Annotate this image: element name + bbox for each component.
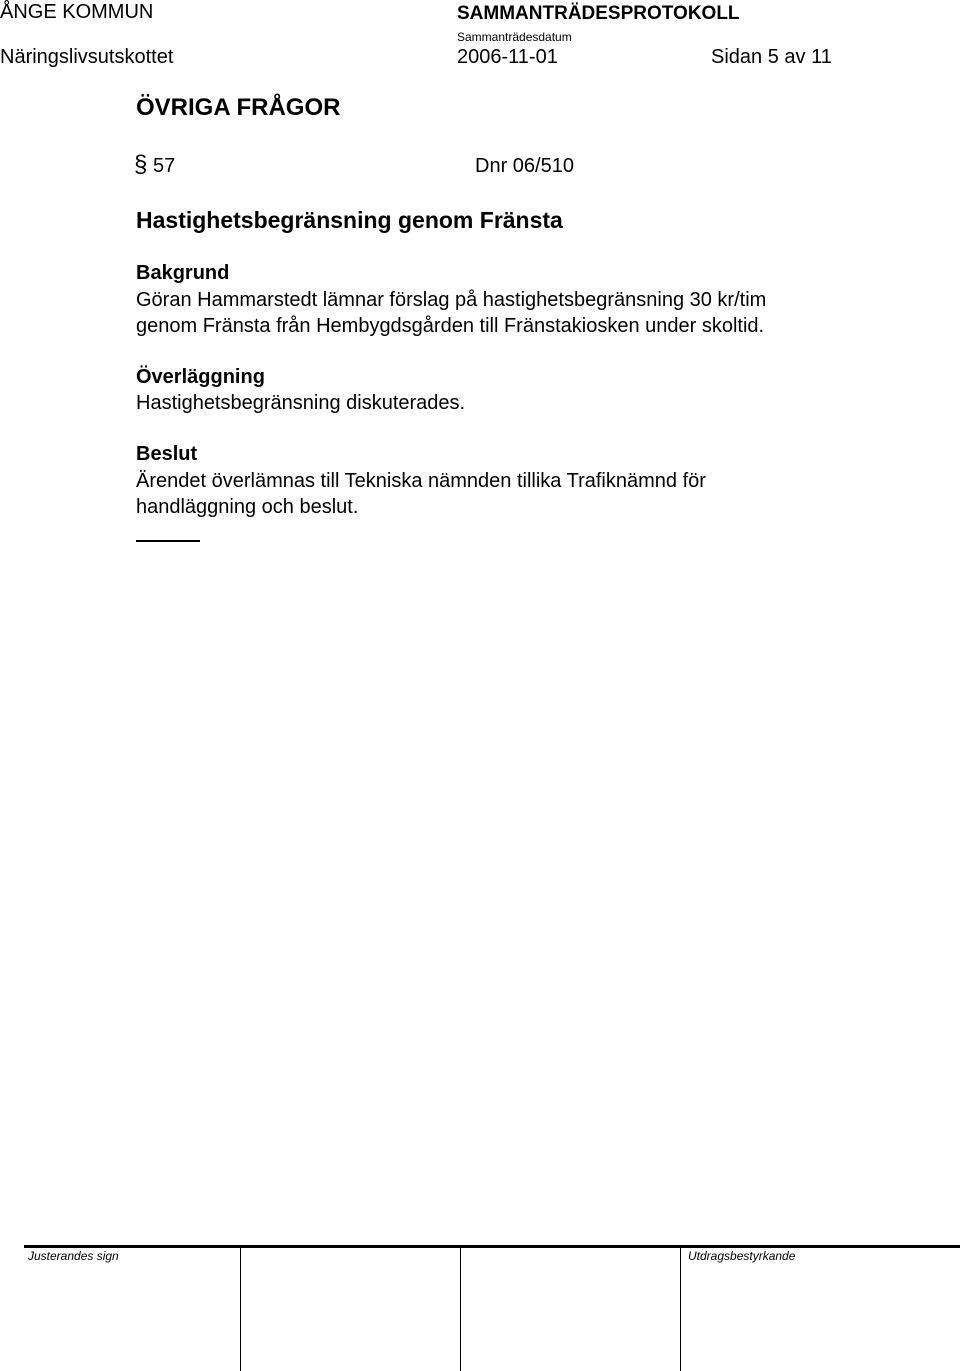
overlaggning-text: Hastighetsbegränsning diskuterades. — [136, 392, 466, 414]
bakgrund-heading: Bakgrund — [136, 262, 230, 284]
bakgrund-text-line: Göran Hammarstedt lämnar förslag på hastighetsbegränsning 30 kr/tim — [136, 289, 767, 311]
signature-box-divider — [680, 1248, 681, 1371]
sign-label: Justerandes sign — [28, 1249, 119, 1263]
document-type: SAMMANTRÄDESPROTOKOLL — [457, 3, 740, 24]
meeting-date: 2006-11-01 — [457, 46, 558, 68]
section-symbol: § — [134, 151, 148, 178]
item-title: Hastighetsbegränsning genom Fränsta — [136, 207, 563, 233]
beslut-text-line: Ärendet överlämnas till Tekniska nämnden tillika Trafiknämnd för — [136, 470, 706, 492]
date-label: Sammanträdesdatum — [457, 30, 572, 44]
end-rule — [136, 540, 200, 542]
organization-name: ÅNGE KOMMUN — [0, 1, 154, 23]
page-number: Sidan 5 av 11 — [711, 46, 832, 68]
bakgrund-text-line: genom Fränsta från Hembygdsgården till Fränstakiosken under skoltid. — [136, 315, 765, 337]
committee-name: Näringslivsutskottet — [0, 46, 174, 68]
footer-rule — [24, 1245, 960, 1248]
section-number: 57 — [153, 155, 176, 177]
beslut-text-line: handläggning och beslut. — [136, 496, 359, 518]
signature-box-divider — [460, 1248, 461, 1371]
diary-number: Dnr 06/510 — [475, 155, 574, 177]
extract-label: Utdragsbestyrkande — [688, 1249, 796, 1263]
overlaggning-heading: Överläggning — [136, 366, 265, 388]
beslut-heading: Beslut — [136, 443, 198, 465]
signature-box-divider — [240, 1248, 241, 1371]
page-heading: ÖVRIGA FRÅGOR — [136, 94, 341, 121]
